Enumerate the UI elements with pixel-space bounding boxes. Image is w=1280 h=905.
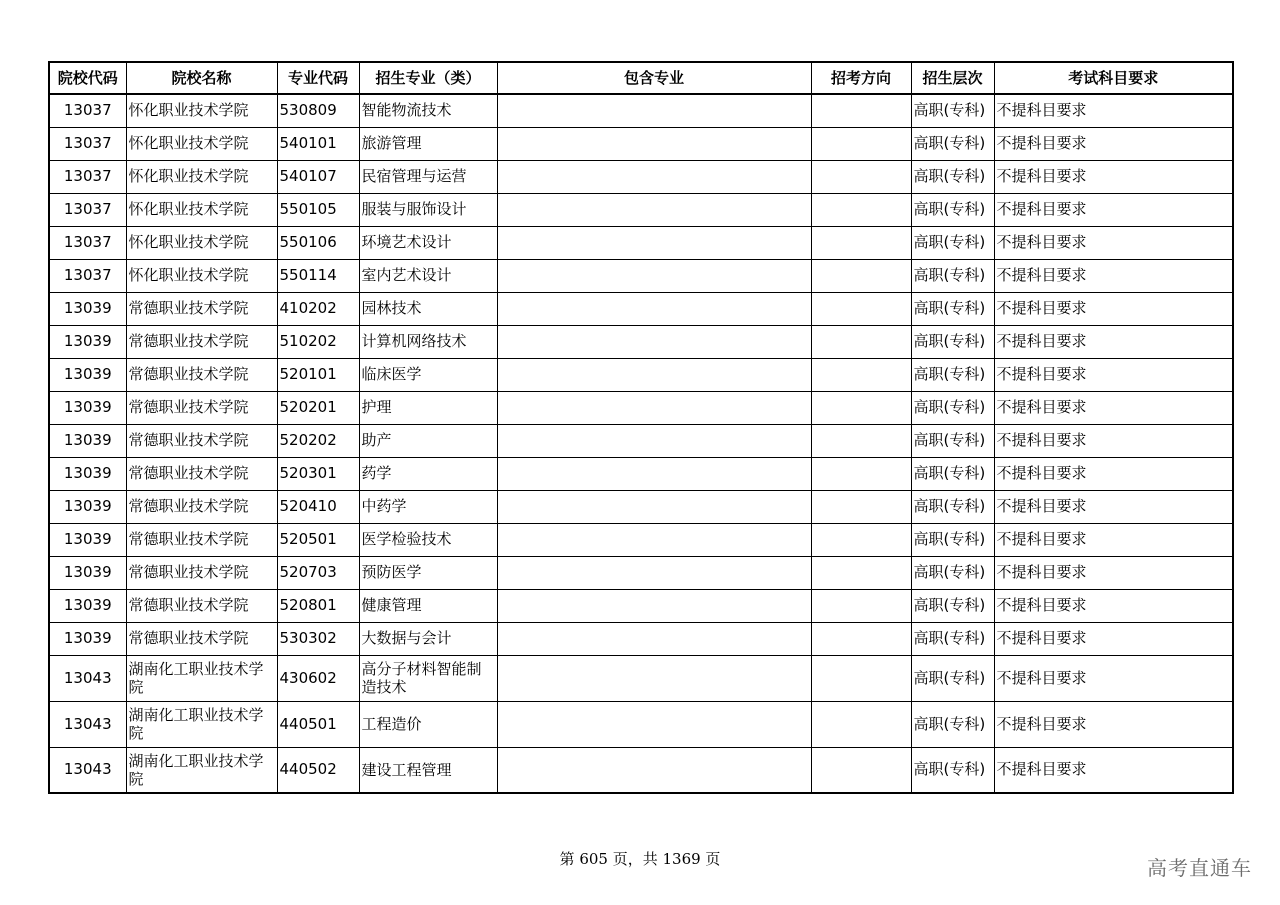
direction-cell	[811, 193, 911, 226]
included-majors-cell	[497, 193, 811, 226]
level-cell: 高职(专科)	[911, 523, 994, 556]
major-cell: 健康管理	[359, 589, 497, 622]
major-cell: 室内艺术设计	[359, 259, 497, 292]
direction-cell	[811, 160, 911, 193]
school-name-cell: 常德职业技术学院	[126, 556, 277, 589]
school-name-cell: 湖南化工职业技术学院	[126, 701, 277, 747]
school-name-cell: 怀化职业技术学院	[126, 226, 277, 259]
table-row	[49, 358, 1233, 391]
requirement-cell: 不提科目要求	[994, 160, 1233, 193]
level-cell: 高职(专科)	[911, 457, 994, 490]
level-cell: 高职(专科)	[911, 358, 994, 391]
table-header	[49, 62, 1233, 94]
major-code-cell: 520801	[277, 589, 359, 622]
major-cell: 计算机网络技术	[359, 325, 497, 358]
school-code-cell: 13039	[49, 391, 126, 424]
level-cell: 高职(专科)	[911, 292, 994, 325]
school-code-cell: 13039	[49, 490, 126, 523]
school-name-cell: 怀化职业技术学院	[126, 127, 277, 160]
major-code-cell: 530302	[277, 622, 359, 655]
major-cell: 智能物流技术	[359, 94, 497, 127]
major-cell: 高分子材料智能制造技术	[359, 655, 497, 701]
header-major-code: 专业代码	[277, 62, 359, 94]
school-name-cell: 常德职业技术学院	[126, 622, 277, 655]
school-code-cell: 13039	[49, 523, 126, 556]
school-code-cell: 13043	[49, 701, 126, 747]
school-name-cell: 常德职业技术学院	[126, 589, 277, 622]
direction-cell	[811, 747, 911, 793]
requirement-cell: 不提科目要求	[994, 747, 1233, 793]
major-code-cell: 550105	[277, 193, 359, 226]
requirement-cell: 不提科目要求	[994, 94, 1233, 127]
table-row	[49, 160, 1233, 193]
header-included-majors: 包含专业	[497, 62, 811, 94]
included-majors-cell	[497, 747, 811, 793]
school-name-cell: 怀化职业技术学院	[126, 193, 277, 226]
requirement-cell: 不提科目要求	[994, 523, 1233, 556]
watermark-text: 高考直通车	[1147, 856, 1252, 880]
major-cell: 建设工程管理	[359, 747, 497, 793]
level-cell: 高职(专科)	[911, 701, 994, 747]
major-cell: 工程造价	[359, 701, 497, 747]
level-cell: 高职(专科)	[911, 226, 994, 259]
level-cell: 高职(专科)	[911, 193, 994, 226]
table-row	[49, 490, 1233, 523]
table-row	[49, 523, 1233, 556]
school-code-cell: 13039	[49, 589, 126, 622]
included-majors-cell	[497, 226, 811, 259]
school-name-cell: 湖南化工职业技术学院	[126, 655, 277, 701]
direction-cell	[811, 325, 911, 358]
table-row	[49, 259, 1233, 292]
direction-cell	[811, 424, 911, 457]
requirement-cell: 不提科目要求	[994, 655, 1233, 701]
level-cell: 高职(专科)	[911, 424, 994, 457]
table-row	[49, 556, 1233, 589]
included-majors-cell	[497, 556, 811, 589]
school-code-cell: 13037	[49, 94, 126, 127]
level-cell: 高职(专科)	[911, 747, 994, 793]
major-cell: 园林技术	[359, 292, 497, 325]
direction-cell	[811, 457, 911, 490]
major-cell: 大数据与会计	[359, 622, 497, 655]
school-name-cell: 怀化职业技术学院	[126, 259, 277, 292]
included-majors-cell	[497, 325, 811, 358]
direction-cell	[811, 94, 911, 127]
school-code-cell: 13037	[49, 160, 126, 193]
major-code-cell: 520410	[277, 490, 359, 523]
requirement-cell: 不提科目要求	[994, 391, 1233, 424]
requirement-cell: 不提科目要求	[994, 556, 1233, 589]
level-cell: 高职(专科)	[911, 127, 994, 160]
school-code-cell: 13039	[49, 457, 126, 490]
page-number: 第 605 页，共 1369 页	[559, 850, 721, 868]
school-code-cell: 13039	[49, 325, 126, 358]
direction-cell	[811, 391, 911, 424]
requirement-cell: 不提科目要求	[994, 701, 1233, 747]
direction-cell	[811, 523, 911, 556]
major-code-cell: 530809	[277, 94, 359, 127]
table-row	[49, 622, 1233, 655]
major-cell: 药学	[359, 457, 497, 490]
direction-cell	[811, 556, 911, 589]
requirement-cell: 不提科目要求	[994, 424, 1233, 457]
major-code-cell: 520202	[277, 424, 359, 457]
table-row	[49, 391, 1233, 424]
level-cell: 高职(专科)	[911, 490, 994, 523]
direction-cell	[811, 127, 911, 160]
major-cell: 临床医学	[359, 358, 497, 391]
school-code-cell: 13039	[49, 556, 126, 589]
school-code-cell: 13037	[49, 226, 126, 259]
level-cell: 高职(专科)	[911, 94, 994, 127]
school-code-cell: 13043	[49, 655, 126, 701]
table-row	[49, 325, 1233, 358]
requirement-cell: 不提科目要求	[994, 490, 1233, 523]
included-majors-cell	[497, 358, 811, 391]
requirement-cell: 不提科目要求	[994, 259, 1233, 292]
school-code-cell: 13039	[49, 292, 126, 325]
direction-cell	[811, 701, 911, 747]
table-row	[49, 701, 1233, 747]
major-code-cell: 520703	[277, 556, 359, 589]
included-majors-cell	[497, 655, 811, 701]
major-code-cell: 410202	[277, 292, 359, 325]
school-name-cell: 常德职业技术学院	[126, 490, 277, 523]
included-majors-cell	[497, 457, 811, 490]
header-school-code: 院校代码	[49, 62, 126, 94]
included-majors-cell	[497, 424, 811, 457]
level-cell: 高职(专科)	[911, 589, 994, 622]
requirement-cell: 不提科目要求	[994, 589, 1233, 622]
header-row	[49, 62, 1233, 94]
table-row	[49, 457, 1233, 490]
level-cell: 高职(专科)	[911, 655, 994, 701]
school-name-cell: 常德职业技术学院	[126, 523, 277, 556]
school-name-cell: 常德职业技术学院	[126, 292, 277, 325]
header-major: 招生专业（类）	[359, 62, 497, 94]
table-row	[49, 292, 1233, 325]
requirement-cell: 不提科目要求	[994, 226, 1233, 259]
table-body	[49, 94, 1233, 793]
direction-cell	[811, 259, 911, 292]
school-code-cell: 13037	[49, 127, 126, 160]
major-code-cell: 550114	[277, 259, 359, 292]
major-code-cell: 520201	[277, 391, 359, 424]
requirement-cell: 不提科目要求	[994, 622, 1233, 655]
requirement-cell: 不提科目要求	[994, 292, 1233, 325]
school-code-cell: 13043	[49, 747, 126, 793]
major-cell: 医学检验技术	[359, 523, 497, 556]
level-cell: 高职(专科)	[911, 259, 994, 292]
major-cell: 民宿管理与运营	[359, 160, 497, 193]
included-majors-cell	[497, 160, 811, 193]
major-code-cell: 440502	[277, 747, 359, 793]
table-row	[49, 655, 1233, 701]
major-code-cell: 540101	[277, 127, 359, 160]
included-majors-cell	[497, 127, 811, 160]
school-name-cell: 常德职业技术学院	[126, 424, 277, 457]
direction-cell	[811, 226, 911, 259]
major-code-cell: 520101	[277, 358, 359, 391]
level-cell: 高职(专科)	[911, 622, 994, 655]
major-code-cell: 520501	[277, 523, 359, 556]
school-name-cell: 常德职业技术学院	[126, 325, 277, 358]
school-name-cell: 常德职业技术学院	[126, 391, 277, 424]
major-cell: 中药学	[359, 490, 497, 523]
table-row	[49, 94, 1233, 127]
included-majors-cell	[497, 490, 811, 523]
direction-cell	[811, 490, 911, 523]
header-level: 招生层次	[911, 62, 994, 94]
major-code-cell: 430602	[277, 655, 359, 701]
direction-cell	[811, 589, 911, 622]
table-row	[49, 226, 1233, 259]
school-code-cell: 13039	[49, 424, 126, 457]
table-row	[49, 424, 1233, 457]
school-name-cell: 常德职业技术学院	[126, 358, 277, 391]
level-cell: 高职(专科)	[911, 160, 994, 193]
school-name-cell: 常德职业技术学院	[126, 457, 277, 490]
major-cell: 环境艺术设计	[359, 226, 497, 259]
major-cell: 护理	[359, 391, 497, 424]
table-row	[49, 127, 1233, 160]
requirement-cell: 不提科目要求	[994, 457, 1233, 490]
major-cell: 预防医学	[359, 556, 497, 589]
school-code-cell: 13039	[49, 358, 126, 391]
requirement-cell: 不提科目要求	[994, 193, 1233, 226]
table-row	[49, 589, 1233, 622]
school-code-cell: 13037	[49, 193, 126, 226]
direction-cell	[811, 622, 911, 655]
table-row	[49, 193, 1233, 226]
major-code-cell: 510202	[277, 325, 359, 358]
major-cell: 助产	[359, 424, 497, 457]
major-code-cell: 520301	[277, 457, 359, 490]
included-majors-cell	[497, 701, 811, 747]
major-cell: 旅游管理	[359, 127, 497, 160]
included-majors-cell	[497, 622, 811, 655]
direction-cell	[811, 655, 911, 701]
major-cell: 服装与服饰设计	[359, 193, 497, 226]
requirement-cell: 不提科目要求	[994, 325, 1233, 358]
level-cell: 高职(专科)	[911, 391, 994, 424]
header-school-name: 院校名称	[126, 62, 277, 94]
table-row	[49, 747, 1233, 793]
requirement-cell: 不提科目要求	[994, 127, 1233, 160]
school-name-cell: 怀化职业技术学院	[126, 94, 277, 127]
requirement-cell: 不提科目要求	[994, 358, 1233, 391]
level-cell: 高职(专科)	[911, 325, 994, 358]
included-majors-cell	[497, 94, 811, 127]
school-code-cell: 13039	[49, 622, 126, 655]
level-cell: 高职(专科)	[911, 556, 994, 589]
school-name-cell: 怀化职业技术学院	[126, 160, 277, 193]
major-code-cell: 540107	[277, 160, 359, 193]
admissions-table	[48, 61, 1234, 794]
school-code-cell: 13037	[49, 259, 126, 292]
direction-cell	[811, 358, 911, 391]
included-majors-cell	[497, 391, 811, 424]
included-majors-cell	[497, 589, 811, 622]
header-requirement: 考试科目要求	[994, 62, 1233, 94]
included-majors-cell	[497, 523, 811, 556]
included-majors-cell	[497, 292, 811, 325]
major-code-cell: 550106	[277, 226, 359, 259]
school-name-cell: 湖南化工职业技术学院	[126, 747, 277, 793]
included-majors-cell	[497, 259, 811, 292]
direction-cell	[811, 292, 911, 325]
major-code-cell: 440501	[277, 701, 359, 747]
header-direction: 招考方向	[811, 62, 911, 94]
